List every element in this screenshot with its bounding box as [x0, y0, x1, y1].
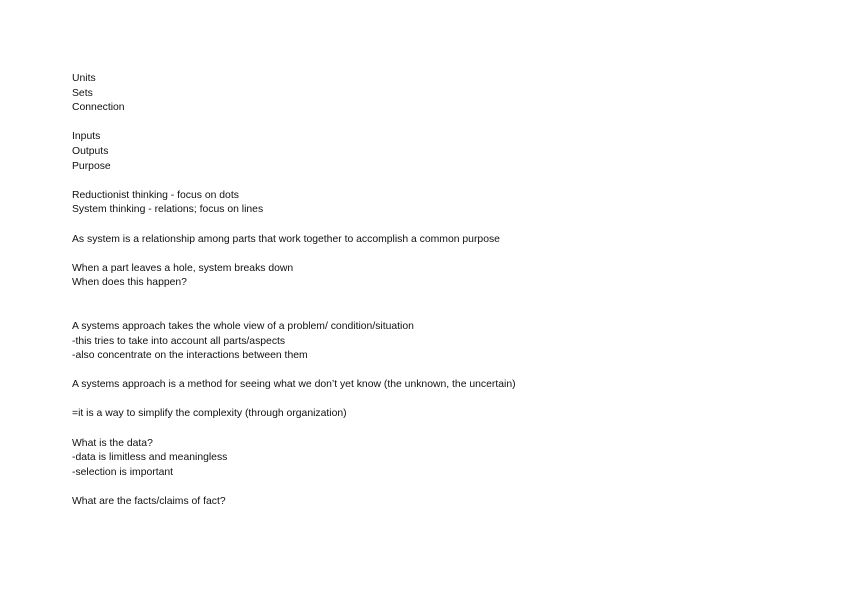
text-line: Units	[72, 73, 96, 84]
text-line: A systems approach takes the whole view of a problem/ condition/situation	[72, 320, 414, 332]
text-line: -this tries to take into account all parts/aspects	[72, 335, 286, 347]
text-line: When a part leaves a hole, system breaks down	[72, 262, 294, 274]
text-line: Sets	[72, 87, 93, 99]
paragraph-system-breakdown	[72, 262, 772, 291]
text-line: -data is limitless and meaningless	[72, 452, 228, 464]
text-line: Inputs	[72, 131, 101, 143]
text-line: Connection	[72, 102, 125, 114]
text-line: A systems approach is a method for seeing what we don’t yet know (the unknown, the uncertain)	[72, 379, 516, 391]
text-line: -also concentrate on the interactions between them	[72, 350, 308, 362]
text-line: System thinking - relations; focus on lines	[72, 204, 264, 216]
paragraph-data-question	[72, 437, 772, 481]
text-line: Reductionist thinking - focus on dots	[72, 189, 239, 201]
paragraph-units-sets-connection	[72, 72, 772, 116]
text-line: What is the data?	[72, 437, 153, 449]
text-line: =it is a way to simplify the complexity (through organization)	[72, 408, 347, 420]
paragraph-thinking	[72, 189, 772, 218]
text-line: -selection is important	[72, 466, 174, 478]
paragraph-systems-approach-method	[72, 378, 772, 393]
paragraph-simplify-complexity	[72, 407, 772, 422]
text-line: As system is a relationship among parts that work together to accomplish a common purpose	[72, 233, 500, 245]
text-line: Outputs	[72, 145, 109, 157]
paragraph-facts-question	[72, 495, 772, 510]
paragraph-system-definition	[72, 233, 772, 248]
text-line: When does this happen?	[72, 277, 187, 289]
paragraph-systems-approach-whole-view	[72, 320, 772, 364]
text-line: Purpose	[72, 160, 111, 172]
text-line: What are the facts/claims of fact?	[72, 496, 226, 508]
paragraph-inputs-outputs-purpose	[72, 130, 772, 174]
document-body	[72, 72, 772, 524]
